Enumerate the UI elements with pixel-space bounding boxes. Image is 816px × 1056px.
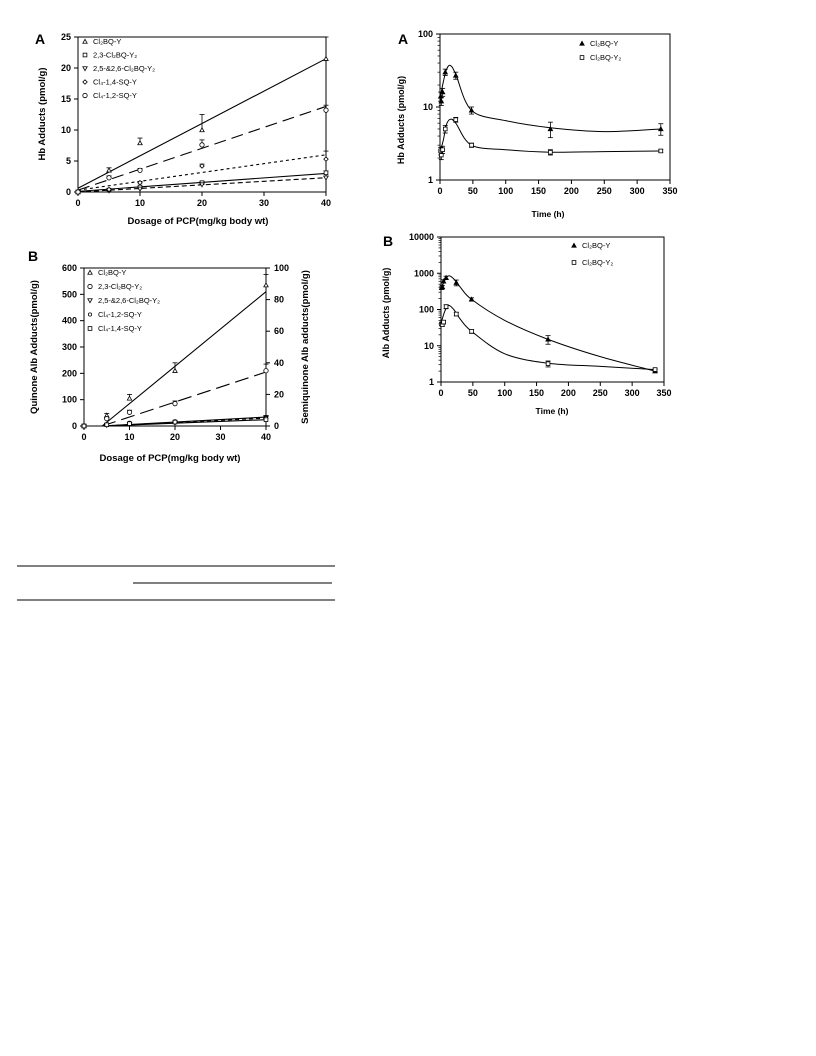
y-axis-label: Hb Adducts (pmol/g) (37, 67, 48, 161)
x-tick-label: 0 (81, 432, 87, 442)
data-point (454, 73, 458, 77)
legend-label: 2,3-Cl₂BQ-Y₂ (98, 282, 143, 291)
data-point (105, 423, 109, 427)
y2-tick-label: 100 (274, 263, 290, 273)
x-tick-label: 40 (260, 432, 272, 442)
legend (580, 39, 622, 62)
data-point (324, 176, 328, 180)
data-point (470, 143, 474, 147)
y-tick-label: 10 (60, 125, 71, 135)
series-line (440, 65, 661, 131)
data-point (88, 299, 92, 303)
data-point (128, 422, 132, 426)
x-tick-label: 350 (656, 388, 672, 398)
x-axis-label: Dosage of PCP(mg/kg body wt) (99, 453, 241, 464)
legend-label: Cl₂BQ-Y (582, 241, 611, 250)
y-tick-label: 1000 (413, 268, 434, 279)
data-point (454, 118, 458, 122)
data-point (324, 108, 328, 112)
x-axis-label: Dosage of PCP(mg/kg body wt) (127, 216, 269, 227)
data-point (444, 305, 448, 309)
data-point (470, 329, 474, 333)
y-tick-label: 10 (422, 102, 433, 112)
data-point (173, 369, 177, 373)
y-tick-label: 100 (418, 304, 434, 315)
legend-label: 2,3-Cl₂BQ-Y₂ (93, 50, 138, 60)
data-point (324, 157, 328, 161)
x-tick-label: 0 (75, 198, 81, 208)
x-tick-label: 150 (531, 186, 547, 196)
x-tick-label: 0 (438, 388, 444, 398)
data-point (127, 410, 131, 414)
data-point (82, 424, 86, 428)
data-point (443, 70, 447, 74)
y2-tick-label: 40 (274, 357, 285, 368)
data-point (83, 67, 87, 71)
x-tick-label: 300 (629, 186, 645, 196)
data-point (546, 337, 550, 341)
data-point (88, 327, 92, 331)
x-axis-label: Time (h) (535, 406, 569, 416)
data-point (659, 127, 663, 131)
legend-label: 2,5-&2,6-Cl₂BQ-Y₂ (98, 296, 161, 305)
legend (83, 37, 155, 100)
y2-tick-label: 20 (274, 389, 285, 400)
y-axis-label: Quinone Alb Adducts(pmol/g) (29, 280, 40, 414)
y-tick-label: 15 (60, 94, 71, 104)
plot-frame (440, 34, 670, 180)
series (438, 65, 663, 137)
y-tick-label: 200 (61, 368, 77, 379)
x-tick-label: 50 (467, 388, 478, 398)
data-point (107, 176, 111, 180)
panel-label: A (35, 31, 46, 47)
panel-label: A (398, 31, 409, 47)
data-point (324, 171, 328, 175)
data-point (107, 168, 111, 172)
y2-tick-label: 80 (274, 294, 285, 305)
x-tick-label: 30 (215, 432, 226, 442)
series-line (441, 276, 655, 371)
series (76, 151, 329, 194)
x-tick-label: 350 (662, 186, 678, 196)
data-point (264, 369, 268, 373)
y-axis-label: Alb Adducts (pmol/g) (381, 267, 391, 359)
x-tick-label: 200 (560, 388, 576, 398)
y-tick-label: 1 (428, 377, 434, 387)
data-point (173, 401, 177, 405)
data-point (83, 80, 87, 84)
x-tick-label: 20 (169, 432, 181, 442)
y2-tick-label: 0 (274, 421, 280, 431)
data-point (200, 128, 204, 132)
legend-label: 2,5-&2,6-Cl₂BQ-Y₂ (93, 64, 156, 73)
y-tick-label: 100 (417, 29, 433, 39)
legend-label: Cl₄-1,4-SQ-Y (98, 324, 142, 333)
data-point (88, 270, 92, 274)
data-point (200, 183, 204, 187)
data-point (127, 396, 131, 400)
x-tick-label: 20 (196, 198, 208, 208)
data-point (83, 93, 87, 97)
chart-panel-a-right (396, 29, 678, 219)
x-tick-label: 0 (437, 186, 443, 196)
data-point (88, 284, 92, 288)
x-axis-label: Time (h) (531, 209, 565, 219)
plot-frame (441, 237, 664, 382)
legend (88, 268, 160, 333)
legend-label: Cl₂BQ-Y (93, 37, 122, 46)
x-tick-label: 40 (320, 198, 332, 208)
data-point (76, 190, 80, 194)
plot-area (62, 263, 289, 442)
x-tick-label: 30 (258, 198, 270, 208)
y-tick-label: 5 (65, 156, 71, 166)
data-point (659, 149, 663, 153)
y-axis-label: Hb Adducts (pmol/g) (396, 75, 406, 165)
x-tick-label: 250 (592, 388, 608, 398)
y-tick-label: 10000 (408, 232, 434, 242)
y-tick-label: 0 (71, 421, 77, 431)
data-point (83, 53, 87, 57)
panel-label: B (28, 248, 39, 264)
data-point (572, 243, 576, 247)
legend-label: Cl₄-1,2-SQ-Y (98, 310, 142, 319)
data-point (580, 41, 584, 45)
x-tick-label: 200 (563, 186, 579, 196)
data-point (580, 56, 584, 60)
data-point (441, 148, 445, 152)
x-tick-label: 10 (134, 198, 146, 208)
y-tick-label: 25 (60, 32, 71, 42)
data-point (105, 416, 109, 420)
y2-axis-label: Semiquinone Alb adducts(pmol/g) (300, 270, 311, 424)
data-point (443, 127, 447, 131)
legend-label: Cl₂BQ-Y₂ (582, 258, 614, 267)
table-rules (17, 566, 335, 600)
data-point (454, 312, 458, 316)
x-tick-label: 250 (596, 186, 612, 196)
x-tick-label: 150 (529, 388, 545, 398)
data-point (138, 141, 142, 145)
legend-label: Cl₄-1,2-SQ-Y (93, 91, 137, 100)
chart-panel-b-left (28, 248, 311, 464)
y-tick-label: 0 (65, 187, 71, 197)
legend-label: Cl₂BQ-Y₂ (590, 53, 622, 62)
panel-label: B (383, 233, 394, 249)
legend-label: Cl₂BQ-Y (590, 39, 619, 48)
x-tick-label: 300 (624, 388, 640, 398)
x-tick-label: 100 (497, 388, 513, 398)
plot-area (409, 232, 672, 398)
data-point (653, 368, 657, 372)
legend-label: Cl₂BQ-Y (98, 268, 127, 277)
y-tick-label: 20 (60, 63, 71, 73)
y-tick-label: 10 (423, 340, 434, 351)
data-point (200, 143, 204, 147)
legend-label: Cl₄-1,4-SQ-Y (93, 77, 137, 87)
legend (572, 241, 614, 267)
data-point (454, 280, 458, 284)
data-point (442, 320, 446, 324)
x-tick-label: 10 (124, 432, 135, 442)
data-point (546, 362, 550, 366)
y-tick-label: 400 (61, 315, 77, 326)
data-point (572, 261, 576, 265)
y-tick-label: 600 (61, 263, 77, 273)
y-tick-label: 100 (61, 394, 77, 405)
y-tick-label: 300 (61, 342, 77, 352)
data-point (264, 283, 268, 287)
y-tick-label: 1 (427, 175, 433, 185)
data-point (264, 418, 268, 422)
series (76, 37, 329, 194)
series-line (102, 420, 266, 426)
data-point (324, 57, 328, 61)
data-point (88, 313, 91, 316)
data-point (138, 187, 142, 191)
data-point (83, 39, 87, 43)
data-point (549, 150, 553, 154)
chart-panel-b-right (381, 232, 672, 416)
data-point (173, 420, 177, 424)
chart-panel-a-left (35, 31, 331, 227)
x-tick-label: 100 (498, 186, 514, 196)
plot-area (418, 29, 678, 196)
series (439, 276, 657, 373)
data-point (138, 168, 142, 172)
x-tick-label: 50 (467, 186, 478, 196)
y-tick-label: 500 (61, 289, 77, 300)
y2-tick-label: 60 (274, 326, 285, 337)
